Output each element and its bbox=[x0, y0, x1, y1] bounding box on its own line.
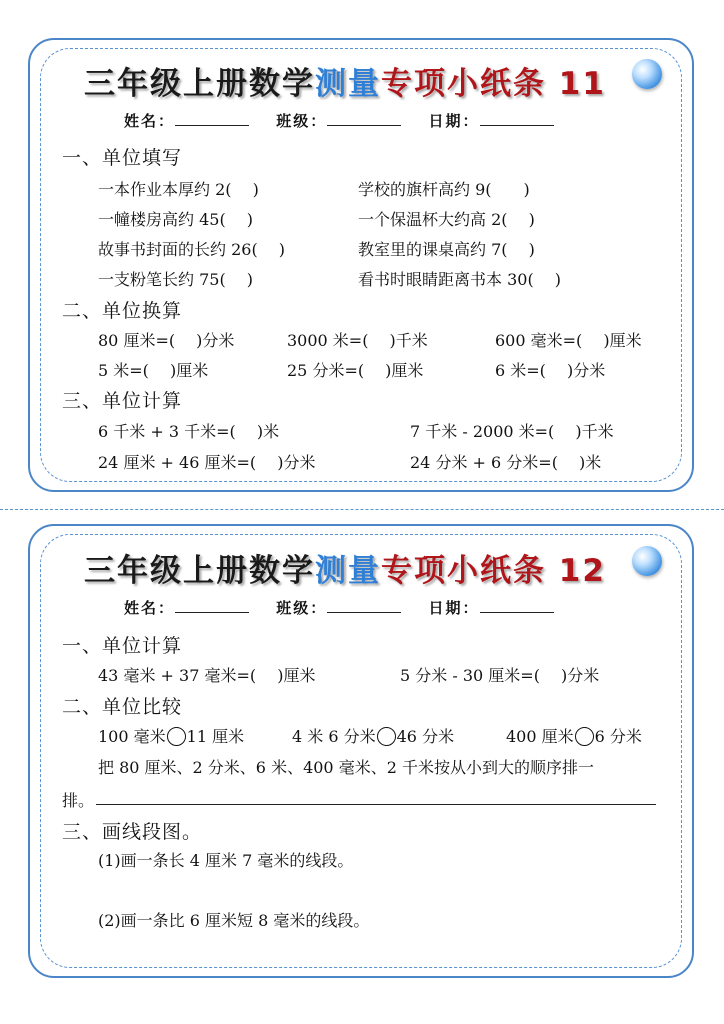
section-heading: 三、画线段图。 bbox=[62, 821, 203, 843]
blue-ball-icon bbox=[632, 546, 662, 576]
class-field[interactable] bbox=[327, 598, 401, 613]
calc-question: 24 厘米 + 46 厘米=( )分米 bbox=[98, 453, 316, 472]
convert-question: 6 米=( )分米 bbox=[495, 361, 606, 380]
name-label: 姓名： bbox=[124, 112, 176, 130]
blue-ball-icon bbox=[632, 59, 662, 89]
title-black-part: 三年级上册数学 bbox=[84, 66, 315, 102]
section-heading: 一、单位计算 bbox=[62, 635, 183, 657]
fill-question: 一幢楼房高约 45( ) bbox=[98, 210, 254, 229]
compare-left: 400 厘米 bbox=[506, 727, 574, 746]
convert-question: 80 厘米=( )分米 bbox=[98, 331, 235, 350]
order-question: 把 80 厘米、2 分米、6 米、400 毫米、2 千米按从小到大的顺序排一 bbox=[98, 758, 594, 777]
fill-question: 故事书封面的长约 26( ) bbox=[98, 240, 286, 259]
date-field[interactable] bbox=[480, 598, 554, 613]
calc-question: 43 毫米 + 37 毫米=( )厘米 bbox=[98, 666, 316, 685]
section-heading: 二、单位换算 bbox=[62, 300, 183, 322]
calc-question: 7 千米 - 2000 米=( )千米 bbox=[410, 422, 614, 441]
card11-info-row bbox=[124, 110, 554, 131]
fill-question: 一本作业本厚约 2( ) bbox=[98, 180, 259, 199]
fill-question: 一支粉笔长约 75( ) bbox=[98, 270, 254, 289]
card12-title bbox=[84, 545, 606, 590]
answer-line[interactable] bbox=[96, 804, 656, 805]
name-label: 姓名： bbox=[124, 599, 176, 617]
title-blue-part: 测量 bbox=[315, 66, 381, 102]
compare-question bbox=[98, 724, 244, 747]
calc-question: 24 分米 + 6 分米=( )米 bbox=[410, 453, 602, 472]
calc-question: 6 千米 + 3 千米=( )米 bbox=[98, 422, 280, 441]
compare-right: 46 分米 bbox=[396, 727, 455, 746]
title-red-part: 专项小纸条 11 bbox=[381, 66, 606, 102]
section-heading: 一、单位填写 bbox=[62, 147, 183, 169]
name-field[interactable] bbox=[175, 598, 249, 613]
compare-left: 100 毫米 bbox=[98, 727, 166, 746]
card12-info-row bbox=[124, 597, 554, 618]
class-label: 班级： bbox=[276, 599, 328, 617]
order-question-end: 排。 bbox=[62, 791, 95, 810]
title-red-part: 专项小纸条 12 bbox=[381, 553, 606, 589]
name-field[interactable] bbox=[175, 111, 249, 126]
fill-question: 看书时眼睛距离书本 30( ) bbox=[358, 270, 562, 289]
title-black-part: 三年级上册数学 bbox=[84, 553, 315, 589]
fill-question: 一个保温杯大约高 2( ) bbox=[358, 210, 535, 229]
convert-question: 25 分米=( )厘米 bbox=[287, 361, 424, 380]
title-blue-part: 测量 bbox=[315, 553, 381, 589]
compare-circle[interactable] bbox=[575, 727, 594, 746]
date-label: 日期： bbox=[428, 599, 480, 617]
compare-left: 4 米 6 分米 bbox=[292, 727, 376, 746]
fill-question: 教室里的课桌高约 7( ) bbox=[358, 240, 535, 259]
date-label: 日期： bbox=[428, 112, 480, 130]
date-field[interactable] bbox=[480, 111, 554, 126]
class-field[interactable] bbox=[327, 111, 401, 126]
compare-right: 6 分米 bbox=[594, 727, 642, 746]
compare-circle[interactable] bbox=[167, 727, 186, 746]
class-label: 班级： bbox=[276, 112, 328, 130]
compare-circle[interactable] bbox=[377, 727, 396, 746]
card11-title bbox=[84, 58, 606, 103]
section-heading: 二、单位比较 bbox=[62, 696, 183, 718]
compare-question bbox=[506, 724, 642, 747]
draw-question: (2)画一条比 6 厘米短 8 毫米的线段。 bbox=[98, 911, 370, 930]
fill-question: 学校的旗杆高约 9( ) bbox=[358, 180, 530, 199]
calc-question: 5 分米 - 30 厘米=( )分米 bbox=[400, 666, 600, 685]
section-heading: 三、单位计算 bbox=[62, 390, 183, 412]
convert-question: 3000 米=( )千米 bbox=[287, 331, 428, 350]
compare-question bbox=[292, 724, 454, 747]
compare-right: 11 厘米 bbox=[186, 727, 245, 746]
convert-question: 600 毫米=( )厘米 bbox=[495, 331, 642, 350]
draw-question: (1)画一条长 4 厘米 7 毫米的线段。 bbox=[98, 851, 354, 870]
convert-question: 5 米=( )厘米 bbox=[98, 361, 209, 380]
cut-line bbox=[0, 509, 724, 510]
